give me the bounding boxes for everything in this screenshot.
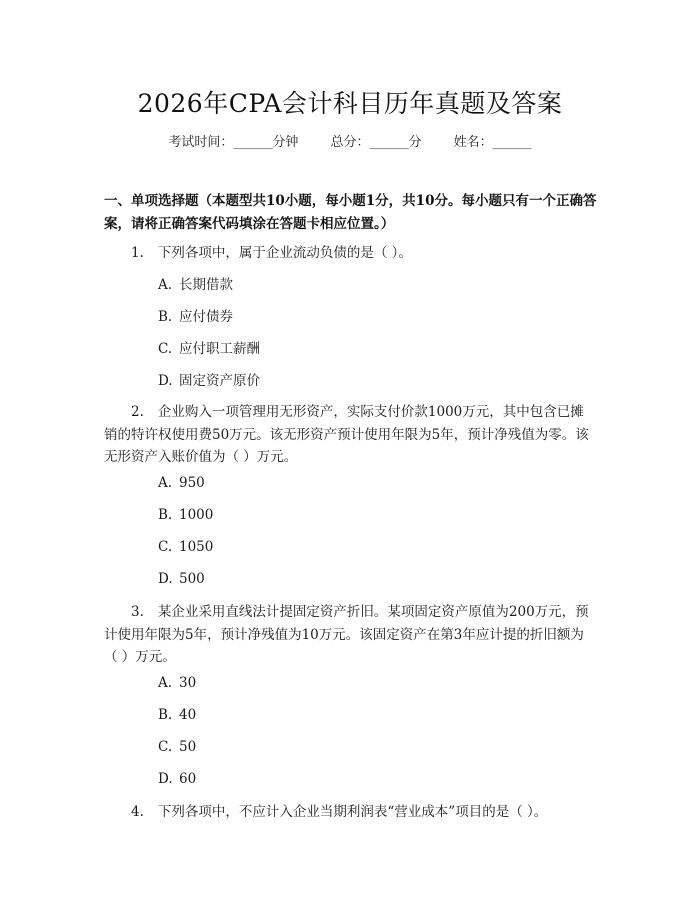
option-letter: D. [158, 571, 173, 587]
question-3 [104, 601, 596, 669]
option-letter: D. [158, 373, 173, 389]
question-1 [104, 242, 596, 265]
option-text: 50 [179, 739, 197, 755]
option-letter: A. [158, 475, 173, 491]
question-3-option-c [158, 739, 196, 755]
question-1-option-b [158, 305, 233, 325]
option-text: 应付职工薪酬 [179, 341, 260, 357]
option-letter: C. [158, 739, 173, 755]
question-2-option-b [158, 507, 213, 523]
question-4 [104, 801, 596, 824]
question-2-option-d [158, 571, 205, 587]
question-1-option-a [158, 273, 233, 293]
option-letter: B. [158, 707, 173, 723]
question-3-option-a [158, 675, 196, 691]
option-letter: C. [158, 341, 173, 357]
option-text: 500 [179, 571, 205, 587]
option-letter: A. [158, 675, 173, 691]
page-title: 2026年CPA会计科目历年真题及答案 [137, 89, 563, 118]
question-text: 下列各项中，不应计入企业当期利润表“营业成本”项目的是（ ）。 [157, 804, 548, 820]
question-text: 企业购入一项管理用无形资产，实际支付价款1000万元，其中包含已摊销的特许权使用费50万元。该无形资产预计使用年限为5年，预计净残值为零。该无形资产入账价值为（ ）万元。 [104, 404, 589, 465]
option-text: 40 [179, 707, 197, 723]
option-text: 950 [179, 475, 205, 491]
option-text: 应付债券 [179, 309, 233, 325]
question-2-option-c [158, 539, 213, 555]
question-1-option-d [158, 369, 260, 389]
section-heading: 一、单项选择题（本题型共10小题，每小题1分，共10分。每小题只有一个正确答案，请将正确答案代码填涂在答题卡相应位置。） [104, 193, 597, 232]
option-letter: C. [158, 539, 173, 555]
exam-time-label: 考试时间：______分钟 [168, 135, 299, 150]
option-letter: B. [158, 507, 173, 523]
option-text: 1000 [179, 507, 214, 523]
question-text: 下列各项中，属于企业流动负债的是（ ）。 [157, 245, 412, 261]
option-text: 1050 [179, 539, 214, 555]
option-letter: D. [158, 771, 173, 787]
name-label: 姓名：______ [453, 135, 532, 150]
question-3-option-d [158, 771, 196, 787]
option-letter: B. [158, 309, 173, 325]
option-text: 30 [179, 675, 197, 691]
question-number: 1. [131, 245, 144, 261]
question-2-option-a [158, 475, 205, 491]
option-text: 长期借款 [179, 277, 233, 293]
question-3-option-b [158, 707, 196, 723]
question-2 [104, 401, 596, 469]
option-text: 60 [179, 771, 197, 787]
total-score-label: 总分：______分 [330, 135, 422, 150]
exam-meta [0, 131, 700, 150]
question-1-option-c [158, 337, 260, 357]
option-letter: A. [158, 277, 173, 293]
option-text: 固定资产原价 [179, 373, 260, 389]
question-number: 4. [131, 804, 144, 820]
question-text: 某企业采用直线法计提固定资产折旧。某项固定资产原值为200万元，预计使用年限为5年，预计净残值为10万元。该固定资产在第3年应计提的折旧额为（ ）万元。 [104, 604, 589, 665]
question-number: 2. [131, 404, 144, 420]
question-number: 3. [131, 604, 144, 620]
